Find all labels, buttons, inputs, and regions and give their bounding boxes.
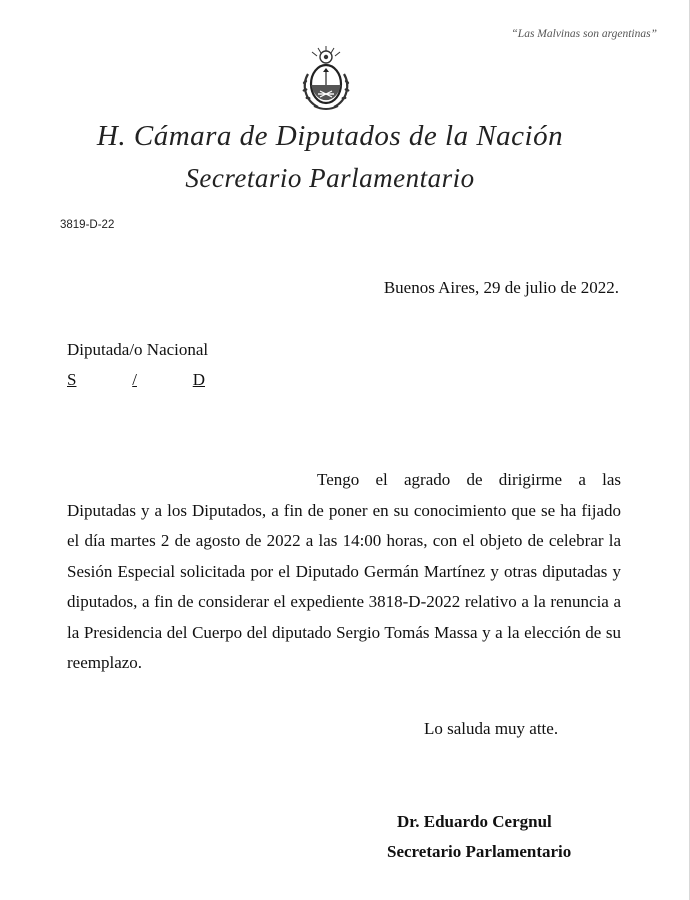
sd-right: D bbox=[192, 370, 205, 389]
sd-left: S bbox=[67, 370, 77, 389]
chamber-title: H. Cámara de Diputados de la Nación bbox=[96, 120, 564, 152]
office-subtitle: Secretario Parlamentario bbox=[185, 163, 475, 193]
file-reference: 3819-D-22 bbox=[60, 219, 115, 231]
signature-title: Secretario Parlamentario bbox=[387, 842, 572, 861]
closing-line: Lo saluda muy atte. bbox=[424, 719, 559, 738]
motto-text: “Las Malvinas son argentinas” bbox=[511, 28, 657, 40]
sd-separator: / bbox=[132, 370, 137, 389]
coat-of-arms-icon bbox=[296, 44, 356, 112]
date-line: Buenos Aires, 29 de julio de 2022. bbox=[383, 278, 619, 297]
body-paragraph: Tengo el agrado de dirigirme a las Diputadas y a los Diputados, a fin de poner en su conocimiento que se ha fijado el día martes 2 de agosto de 2022 a las 14:00 horas, con el objeto de celebrar la Sesión Especial solicitada por el Diputado Germán Martínez y otras diputadas y diputados, a fin de considerar el expediente 3818-D-2022 relativo a la renuncia a la Presidencia del Cuerpo del diputado Sergio Tomás Massa y a la elección de su reemplazo. bbox=[67, 470, 621, 672]
signature-name: Dr. Eduardo Cergnul bbox=[397, 812, 552, 831]
addressee-title: Diputada/o Nacional bbox=[67, 340, 209, 359]
sd-line bbox=[67, 370, 205, 390]
